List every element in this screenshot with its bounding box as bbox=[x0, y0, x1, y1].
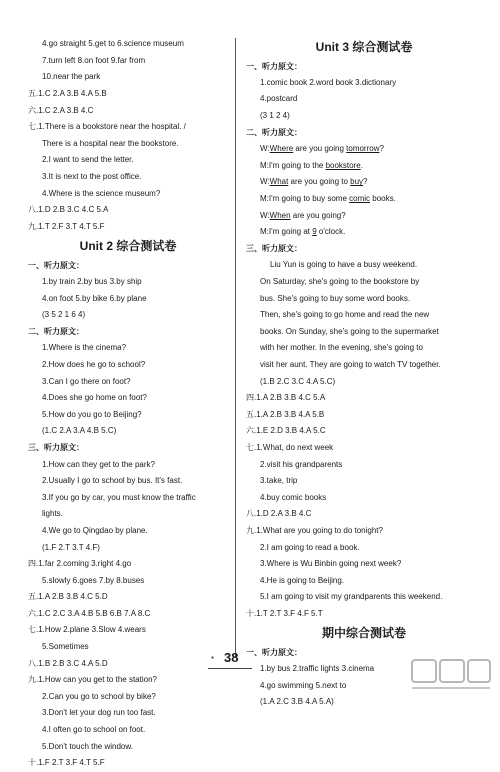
answer-line: 5.Don't touch the window. bbox=[42, 741, 133, 751]
section-heading: 一、听力原文： bbox=[28, 260, 84, 270]
answer-line: 九.1.How can you get to the station? bbox=[28, 675, 157, 685]
answer-line: 六.1.C 2.C 3.A 4.B 5.B 6.B 7.A 8.C bbox=[28, 608, 151, 618]
left-column bbox=[28, 36, 228, 772]
section-heading: 一、听力原文： bbox=[246, 61, 302, 71]
dialog-text: ? bbox=[363, 177, 368, 187]
dialog-underlined-word: Where bbox=[269, 144, 294, 154]
page-number-underline bbox=[208, 668, 252, 669]
passage-line: Liu Yun is going to have a busy weekend. bbox=[270, 260, 418, 270]
unit2-title: Unit 2 综合测试卷 bbox=[79, 239, 177, 254]
dialog-text: I'm going to the bbox=[268, 160, 326, 170]
answer-line: 1.by train 2.by bus 3.by ship bbox=[42, 277, 142, 287]
answer-line: (3 5 2 1 6 4) bbox=[42, 310, 86, 320]
answer-line: 2.Usually I go to school by bus. It's fast. bbox=[42, 476, 183, 486]
answer-line: 1.Where is the cinema? bbox=[42, 343, 127, 353]
answer-line: 七.1.There is a bookstore near the hospital. / bbox=[28, 122, 186, 132]
watermark-logo-icon bbox=[410, 656, 492, 692]
passage-line: visit her aunt. They are going to watch TV together. bbox=[260, 359, 441, 369]
dialog-text: are you going to bbox=[288, 177, 351, 187]
answer-line: 5.I am going to visit my grandparents this weekend. bbox=[260, 592, 443, 602]
answer-line: 九.1.What are you going to do tonight? bbox=[246, 525, 383, 535]
dialog-block bbox=[246, 141, 482, 241]
dialog-line bbox=[246, 141, 482, 158]
answer-line: 4.Where is the science museum? bbox=[42, 188, 161, 198]
answer-line: There is a hospital near the bookstore. bbox=[42, 138, 179, 148]
answer-line: 7.turn left 8.on foot 9.far from bbox=[42, 55, 146, 65]
dialog-underlined-word: What bbox=[269, 177, 289, 187]
dialog-underlined-word: 9 bbox=[312, 227, 317, 237]
left-top-block bbox=[28, 36, 228, 235]
dialog-text: . bbox=[360, 160, 363, 170]
answer-line: 4.buy comic books bbox=[260, 492, 327, 502]
dialog-line bbox=[246, 207, 482, 224]
answer-line: 5.slowly 6.goes 7.by 8.buses bbox=[42, 575, 145, 585]
dialog-line bbox=[246, 174, 482, 191]
unit3-title: Unit 3 综合测试卷 bbox=[315, 40, 413, 54]
answer-line: (1.C 2.A 3.A 4.B 5.C) bbox=[42, 426, 117, 436]
midterm-title: 期中综合测试卷 bbox=[321, 626, 406, 641]
section-heading: 一、听力原文： bbox=[246, 647, 302, 657]
page-number: 38 bbox=[224, 650, 239, 665]
dialog-line bbox=[246, 191, 482, 208]
answer-line: 五.1.C 2.A 3.B 4.A 5.B bbox=[28, 89, 107, 99]
dialog-underlined-word: bookstore bbox=[325, 160, 361, 170]
answer-line: 3.It is next to the post office. bbox=[42, 172, 142, 182]
answer-line: 2.Can you go to school by bike? bbox=[42, 691, 156, 701]
answer-line: 五.1.A 2.B 3.B 4.A 5.B bbox=[246, 409, 325, 419]
answer-line: 六.1.C 2.A 3.B 4.C bbox=[28, 105, 94, 115]
column-divider bbox=[235, 38, 236, 658]
answer-line: (1.A 2.C 3.B 4.A 5.A) bbox=[260, 697, 334, 707]
answer-line: 3.If you go by car, you must know the traffic bbox=[42, 492, 196, 502]
answer-line: 2.visit his grandparents bbox=[260, 459, 343, 469]
dialog-text: W: bbox=[260, 144, 270, 154]
passage-line: On Saturday, she's going to the bookstore by bbox=[260, 277, 420, 287]
answer-line: 六.1.E 2.D 3.B 4.A 5.C bbox=[246, 426, 326, 436]
dialog-text: M: bbox=[260, 160, 269, 170]
answer-line: 1.comic book 2.word book 3.dictionary bbox=[260, 77, 397, 87]
answer-line: 4.Does she go home on foot? bbox=[42, 393, 147, 403]
star-mark: * bbox=[211, 655, 215, 664]
answer-line: 4.He is going to Beijing. bbox=[260, 575, 345, 585]
section-heading: 二、听力原文： bbox=[246, 128, 302, 138]
answer-line: 十.1.T 2.T 3.F 4.F 5.T bbox=[246, 608, 323, 618]
answer-line: 四.1.far 2.coming 3.right 4.go bbox=[28, 559, 132, 569]
dialog-text: o'clock. bbox=[316, 227, 346, 237]
answer-line: 2.How does he go to school? bbox=[42, 359, 146, 369]
answer-line: 五.1.A 2.B 3.B 4.C 5.D bbox=[28, 592, 108, 602]
right-column bbox=[246, 36, 482, 711]
answer-line: (3 1 2 4) bbox=[260, 111, 290, 121]
answer-line: 八.1.D 2.B 3.C 4.C 5.A bbox=[28, 205, 109, 215]
answer-line: 3.Don't let your dog run too fast. bbox=[42, 708, 156, 718]
dialog-text: W: bbox=[260, 210, 270, 220]
dialog-text: W: bbox=[260, 177, 270, 187]
passage-line: bus. She's going to buy some word books. bbox=[260, 293, 411, 303]
passage-line: with her mother. In the evening, she's going to bbox=[260, 343, 423, 353]
dialog-text: M: bbox=[260, 227, 269, 237]
passage-line: Then, she's going to go home and read the new bbox=[260, 310, 430, 320]
answer-line: 八.1.D 2.A 3.B 4.C bbox=[246, 509, 312, 519]
answer-line: lights. bbox=[42, 509, 63, 519]
dialog-underlined-word: buy bbox=[350, 177, 364, 187]
dialog-text: books. bbox=[370, 194, 396, 204]
section-heading: 三、听力原文： bbox=[246, 244, 302, 254]
answer-line: 2.I am going to read a book. bbox=[260, 542, 360, 552]
section-heading: 三、听力原文： bbox=[28, 443, 84, 453]
dialog-text: are you going? bbox=[290, 210, 346, 220]
answer-line: (1.F 2.T 3.T 4.F) bbox=[42, 542, 100, 552]
dialog-line bbox=[246, 224, 482, 241]
answer-line: 3.take, trip bbox=[260, 476, 298, 486]
answer-line: (1.B 2.C 3.C 4.A 5.C) bbox=[260, 376, 336, 386]
answer-line: 4.go straight 5.get to 6.science museum bbox=[42, 39, 184, 49]
dialog-text: I'm going at bbox=[268, 227, 313, 237]
answer-line: 四.1.A 2.B 3.B 4.C 5.A bbox=[246, 393, 326, 403]
answer-line: 4.on foot 5.by bike 6.by plane bbox=[42, 293, 147, 303]
dialog-underlined-word: tomorrow bbox=[346, 144, 380, 154]
answer-line: 4.postcard bbox=[260, 94, 298, 104]
answer-line: 4.We go to Qingdao by plane. bbox=[42, 525, 148, 535]
dialog-underlined-word: comic bbox=[349, 194, 371, 204]
dialog-line bbox=[246, 158, 482, 175]
answer-line: 七.1.What, do next week bbox=[246, 442, 334, 452]
answer-line: 1.How can they get to the park? bbox=[42, 459, 155, 469]
answer-line: 4.go swimming 5.next to bbox=[260, 680, 347, 690]
dialog-text: ? bbox=[379, 144, 384, 154]
answer-line: 5.Sometimes bbox=[42, 642, 89, 652]
answer-line: 4.I often go to school on foot. bbox=[42, 725, 146, 735]
answer-line: 3.Where is Wu Binbin going next week? bbox=[260, 559, 402, 569]
answer-line: 七.1.How 2.plane 3.Slow 4.wears bbox=[28, 625, 146, 635]
answer-line: 5.How do you go to Beijing? bbox=[42, 409, 142, 419]
passage-line: books. On Sunday, she's going to the supermarket bbox=[260, 326, 439, 336]
answer-line: 九.1.T 2.F 3.T 4.T 5.F bbox=[28, 221, 105, 231]
dialog-text: M: bbox=[260, 194, 269, 204]
dialog-text: I'm going to buy some bbox=[268, 194, 350, 204]
answer-line: 10.near the park bbox=[42, 72, 101, 82]
answer-line: 八.1.B 2.B 3.C 4.A 5.D bbox=[28, 658, 108, 668]
section-heading: 二、听力原文： bbox=[28, 327, 84, 337]
answer-line: 3.Can I go there on foot? bbox=[42, 376, 131, 386]
dialog-text: are you going bbox=[293, 144, 347, 154]
answer-line: 2.I want to send the letter. bbox=[42, 155, 134, 165]
answer-line: 1.by bus 2.traffic lights 3.cinema bbox=[260, 664, 375, 674]
answer-line: 十.1.F 2.T 3.F 4.T 5.F bbox=[28, 758, 105, 768]
dialog-underlined-word: When bbox=[269, 210, 291, 220]
